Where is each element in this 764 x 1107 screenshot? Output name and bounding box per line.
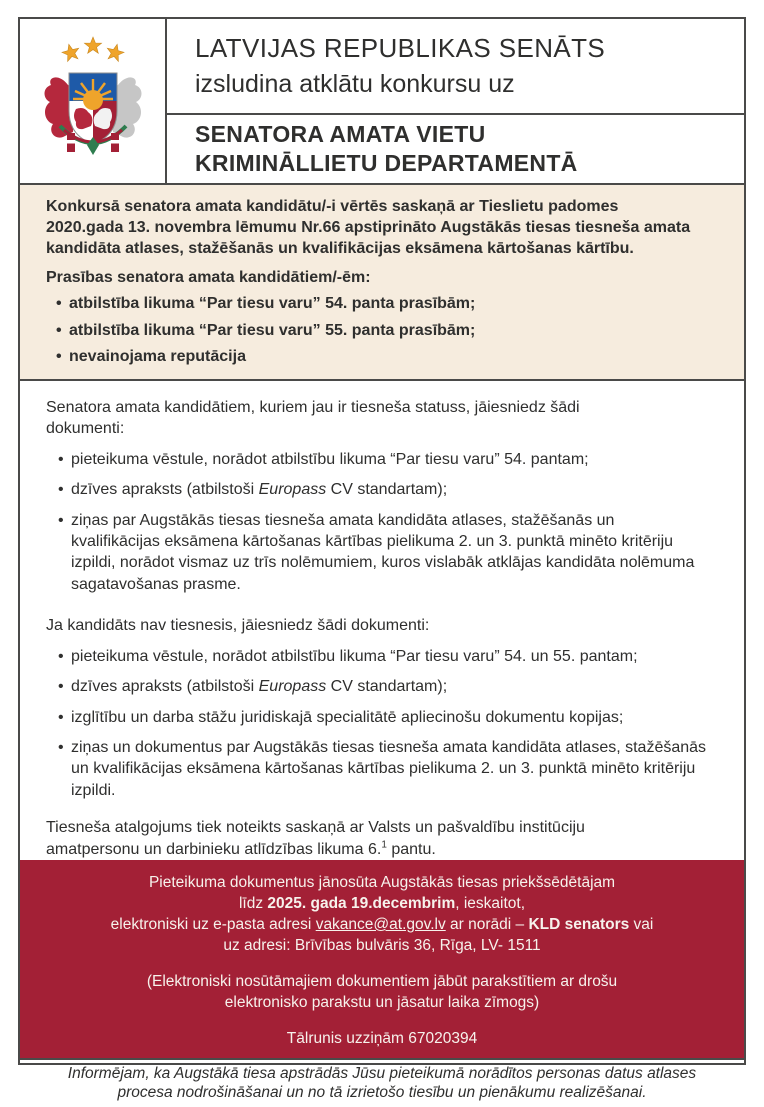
list-item bbox=[58, 510, 718, 596]
stars-icon bbox=[60, 37, 125, 62]
list-item-text: atbilstība likuma “Par tiesu varu” 55. panta prasībām; bbox=[69, 321, 476, 339]
bullet-icon: • bbox=[56, 295, 62, 313]
text-segment: dzīves apraksts (atbilstoši bbox=[71, 678, 259, 696]
list-item-text: nevainojama reputācija bbox=[69, 347, 246, 365]
superscript: 1 bbox=[381, 839, 387, 851]
submission-line: Pieteikuma dokumentus jānosūta Augstākās tiesas priekšsēdētājam bbox=[148, 874, 616, 892]
e-signature-note-line: elektronisko parakstu un jāsatur laika zīmogs) bbox=[224, 993, 540, 1011]
header-text-area bbox=[167, 19, 744, 183]
evaluation-paragraph: Konkursā senatora amata kandidātu/-i vērtēs saskaņā ar Tieslietu padomes 2020.gada 13. novembra lēmumu Nr.66 apstiprināto Augstākās tiesas tiesneša amata kandidāta atlases, stažēšanās un kvalifikācijas eksāmena kārtošanas kārtību. bbox=[46, 198, 691, 258]
text-segment: elektroniski uz e-pasta adresi bbox=[110, 916, 316, 934]
list-item-text bbox=[71, 676, 447, 697]
privacy-footer bbox=[20, 1060, 744, 1107]
list-item bbox=[58, 707, 718, 728]
reference-code-text: KLD senators bbox=[528, 916, 630, 934]
email-link[interactable]: vakance@at.gov.lv bbox=[315, 916, 446, 934]
text-segment: ar norādi – bbox=[445, 916, 529, 934]
text-segment: Tiesneša atalgojums tiek noteikts saskaņā ar Valsts un pašvaldību institūciju amatpersonu un darbinieku atlīdzības likuma 6. bbox=[46, 819, 585, 858]
bullet-icon: • bbox=[58, 450, 64, 468]
bullet-icon: • bbox=[58, 647, 64, 665]
list-item-text: atbilstība likuma “Par tiesu varu” 54. panta prasībām; bbox=[69, 295, 476, 313]
list-item bbox=[56, 346, 718, 367]
position-title-line2: KRIMINĀLLIETU DEPARTAMENTĀ bbox=[195, 150, 578, 176]
list-item bbox=[58, 737, 718, 801]
deadline-text: 2025. gada 19.decembrim bbox=[267, 895, 456, 913]
text-segment: CV standartam); bbox=[326, 678, 448, 696]
list-item-text: pieteikuma vēstule, norādot atbilstību likuma “Par tiesu varu” 54. pantam; bbox=[71, 450, 589, 468]
bullet-icon: • bbox=[58, 739, 64, 757]
non-judge-docs-heading: Ja kandidāts nav tiesnesis, jāiesniedz šādi dokumenti: bbox=[46, 617, 430, 635]
text-segment: pantu. bbox=[386, 840, 436, 858]
submission-line bbox=[40, 915, 724, 936]
europass-text: Europass bbox=[258, 481, 327, 499]
announcement-intro-line: izsludina atklātu konkursu uz bbox=[195, 70, 515, 99]
text-segment: līdz bbox=[238, 895, 268, 913]
org-title-block bbox=[167, 19, 744, 115]
privacy-footer-text: Informējam, ka Augstākā tiesa apstrādās Jūsu pieteikumā norādītos personas datus atlases procesa nodrošināšanai un no tā izrietošo tiesību un pienākumu realizēšanai. bbox=[67, 1064, 697, 1102]
submission-line bbox=[40, 894, 724, 915]
text-segment: dzīves apraksts (atbilstoši bbox=[71, 481, 259, 499]
list-item bbox=[58, 449, 718, 470]
list-item bbox=[56, 320, 718, 341]
list-item-text: ziņas un dokumentus par Augstākās tiesas tiesneša amata kandidāta atlases, stažēšanās un kvalifikācijas eksāmena kārtošanas kārtības pielikuma 2. un 3. punktā minēto kritēriju izpildi. bbox=[71, 739, 707, 799]
bullet-icon: • bbox=[58, 708, 64, 726]
list-item bbox=[58, 646, 718, 667]
text-segment: vai bbox=[629, 916, 654, 934]
bullet-icon: • bbox=[58, 481, 64, 499]
spacer bbox=[40, 957, 724, 972]
requirements-heading: Prasības senatora amata kandidātiem/-ēm: bbox=[46, 269, 371, 287]
position-title-line1: SENATORA AMATA VIETU bbox=[195, 121, 486, 148]
evaluation-panel bbox=[20, 185, 744, 381]
list-item bbox=[58, 479, 718, 500]
postal-address-line: uz adresi: Brīvības bulvāris 36, Rīga, LV- 1511 bbox=[223, 936, 541, 954]
announcement-document bbox=[18, 17, 746, 1102]
bullet-icon: • bbox=[56, 347, 62, 365]
list-item-text: izglītību un darba stāžu juridiskajā specialitātē apliecinošu dokumentu kopijas; bbox=[71, 708, 624, 726]
org-name: LATVIJAS REPUBLIKAS SENĀTS bbox=[195, 32, 606, 63]
latvia-coat-of-arms-icon bbox=[33, 31, 153, 171]
list-item bbox=[56, 293, 718, 314]
bullet-icon: • bbox=[58, 511, 64, 529]
list-item-text bbox=[71, 479, 447, 500]
phone-line: Tālrunis uzziņām 67020394 bbox=[286, 1029, 478, 1047]
shield-icon bbox=[69, 73, 117, 146]
spacer bbox=[40, 1014, 724, 1029]
list-item-text: ziņas par Augstākās tiesas tiesneša amata kandidāta atlases, stažēšanās un kvalifikācijas eksāmena kārtošanas kārtības pielikuma 2. un 3. punktā minēto kritēriju izpildi, norādot vismaz uz trīs nolēmumiem, kuros vislabāk atklājas kandidāta nolēmuma sagatavošanas prasme. bbox=[71, 511, 695, 593]
emblem-cell bbox=[20, 19, 167, 183]
text-segment: , ieskaitot, bbox=[455, 895, 526, 913]
e-signature-note-line: (Elektroniski nosūtāmajiem dokumentiem jābūt parakstītiem ar drošu bbox=[146, 972, 618, 990]
document-header bbox=[20, 19, 744, 185]
document-body bbox=[20, 381, 744, 860]
bullet-icon: • bbox=[58, 678, 64, 696]
europass-text: Europass bbox=[258, 678, 327, 696]
judge-docs-heading: Senatora amata kandidātiem, kuriem jau ir tiesneša statuss, jāiesniedz šādi dokumenti: bbox=[46, 398, 580, 438]
list-item bbox=[58, 676, 718, 697]
text-segment: CV standartam); bbox=[326, 481, 448, 499]
list-item-text: pieteikuma vēstule, norādot atbilstību likuma “Par tiesu varu” 54. un 55. pantam; bbox=[71, 647, 638, 665]
submission-banner bbox=[20, 860, 744, 1059]
bullet-icon: • bbox=[56, 321, 62, 339]
salary-note bbox=[46, 817, 668, 860]
position-title-block bbox=[167, 115, 744, 183]
